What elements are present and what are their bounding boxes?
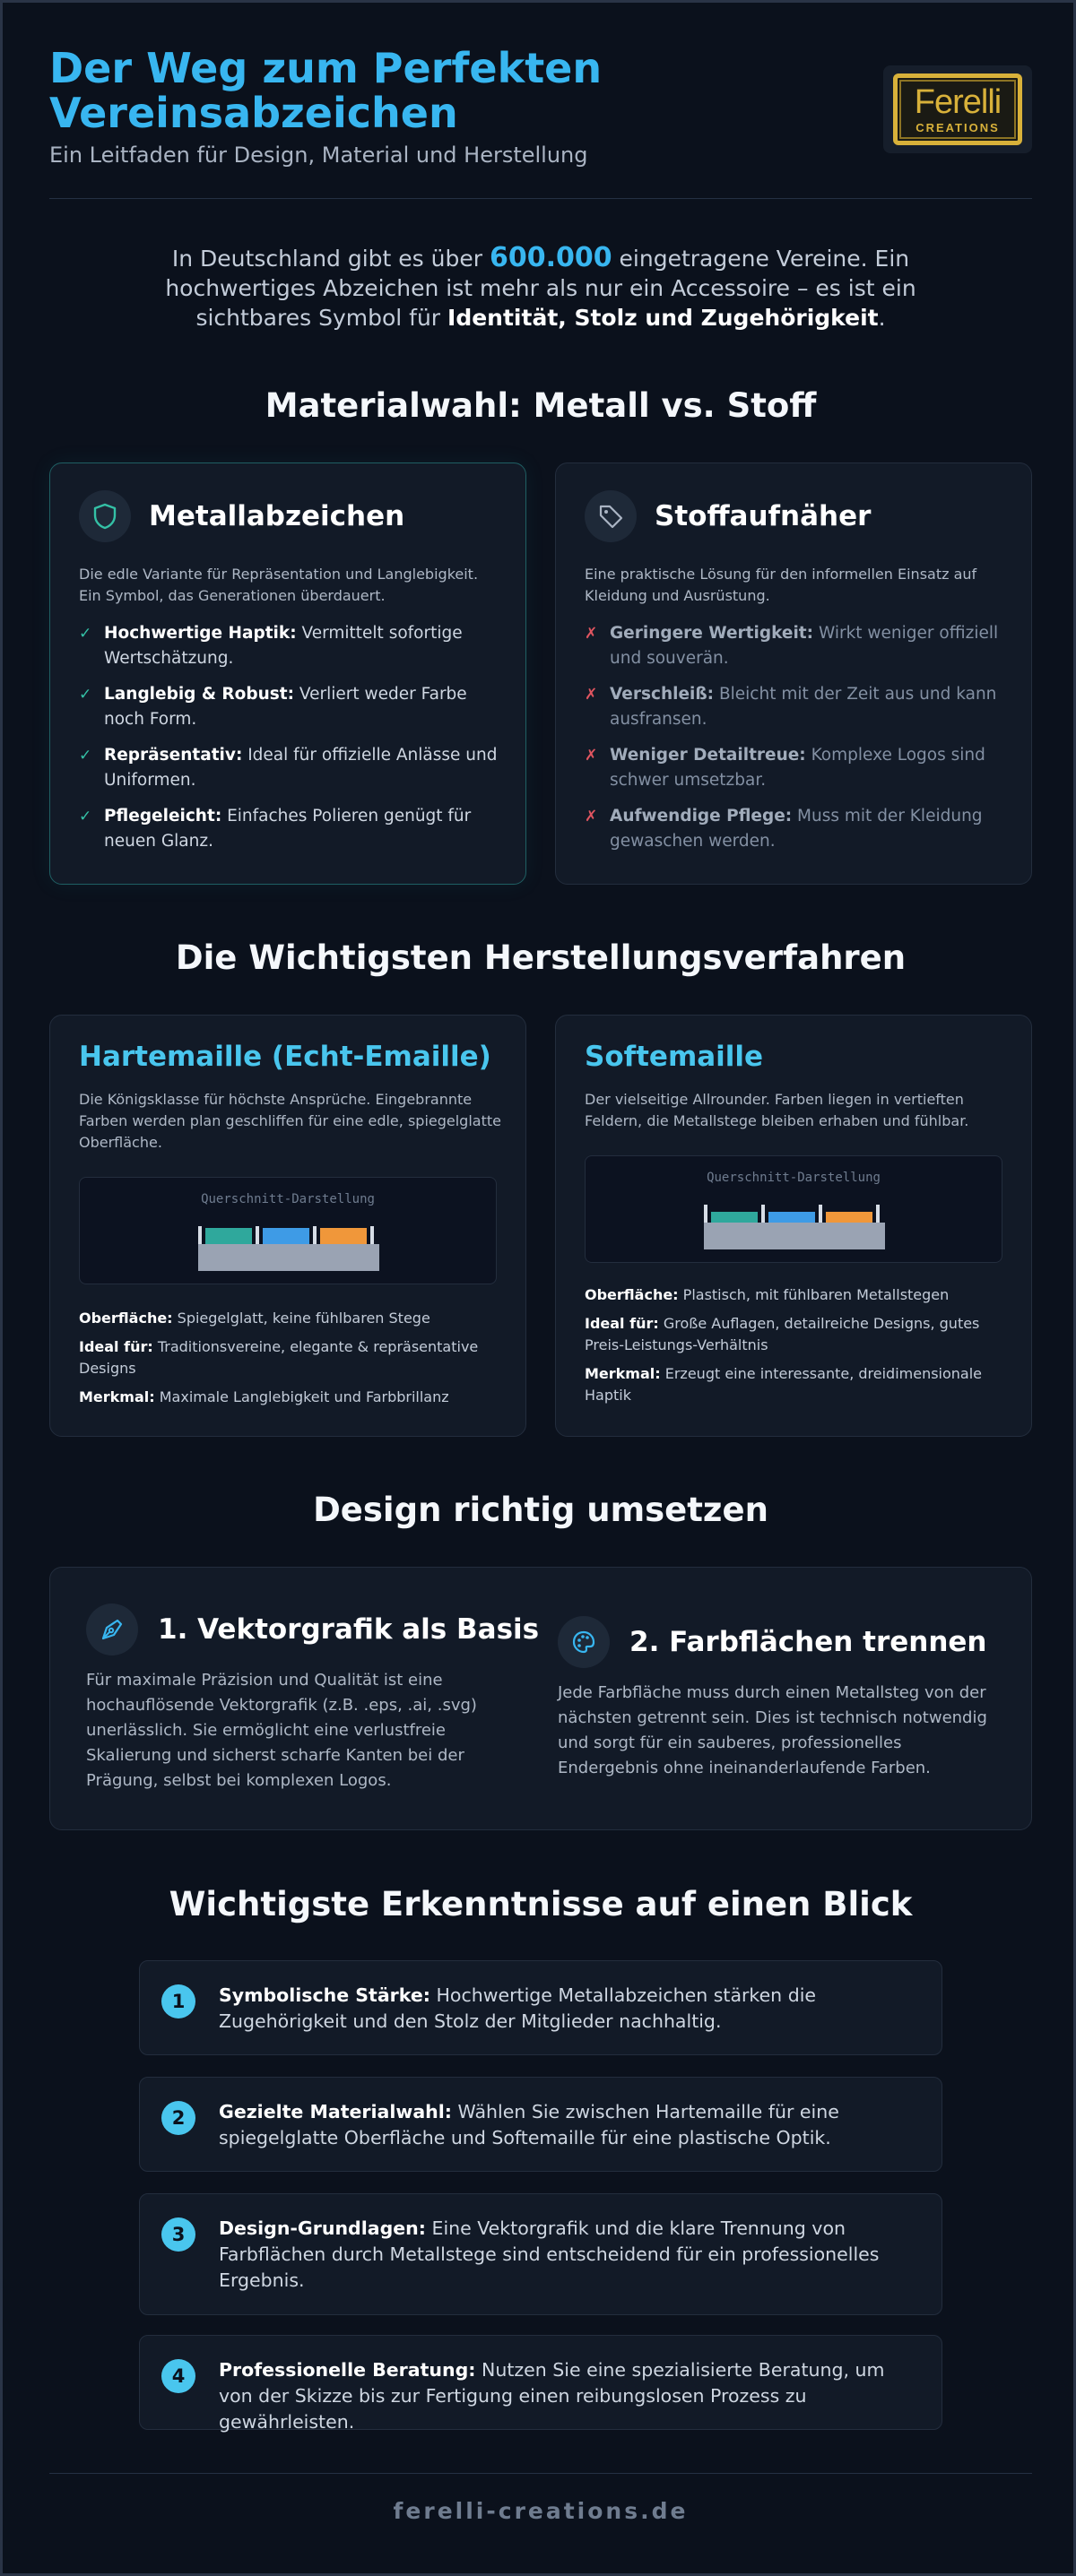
fact-label: Oberfläche: (585, 1286, 679, 1303)
takeaway-text (219, 2357, 918, 2435)
fact-item (79, 1336, 509, 1379)
fact-text: Spiegelglatt, keine fühlbaren Stege (172, 1310, 430, 1327)
fact-label: Merkmal: (585, 1365, 661, 1382)
vector-title: 1. Vektorgrafik als Basis (158, 1613, 540, 1646)
metal-pros-list (79, 621, 509, 865)
list-item (585, 621, 1015, 671)
takeaway-body: Wählen Sie zwischen Hartemaille für eine spiegelglatte Oberfläche und Softemaille für eine plastische Optik. (219, 2101, 839, 2148)
page-title: Der Weg zum Perfekten Vereinsabzeichen (49, 44, 603, 137)
design-card (49, 1567, 1032, 1830)
colors-text: Jede Farbfläche muss durch einen Metallsteg von der nächsten getrennt sein. Dies ist technisch notwendig und sorgt für ein sauberes, professionelles Endergebnis ohne ineinanderlaufende Farben. (558, 1683, 987, 1777)
cross-icon: ✗ (585, 808, 598, 826)
soft-enamel-description: Der vielseitige Allrounder. Farben liegen in vertieften Feldern, die Metallstege bleiben erhaben und fühlbar. (585, 1091, 969, 1129)
hard-enamel-facts (79, 1308, 509, 1415)
number-badge: 2 (161, 2101, 195, 2135)
palette-icon (558, 1616, 610, 1668)
soft-enamel-cross-section (585, 1155, 1002, 1263)
soft-enamel-title: Softemaille (585, 1041, 764, 1073)
fabric-card-header (585, 490, 871, 542)
fact-item (585, 1284, 1015, 1306)
section-title-takeaways: Wichtigste Erkenntnisse auf einen Blick (169, 1885, 913, 1923)
item-text: Muss mit der Kleidung gewaschen werden. (610, 807, 983, 851)
cross-icon: ✗ (585, 625, 598, 643)
metal-card-title: Metallabzeichen (149, 500, 405, 532)
section-title-materials: Materialwahl: Metall vs. Stoff (265, 386, 817, 425)
brand-logo[interactable] (883, 65, 1032, 153)
takeaway-text (219, 2099, 918, 2151)
intro-part2: eingetragene Vereine. Ein hochwertiges Abzeichen ist mehr als nur ein Accessoire – es ist ein sichtbares Symbol für (165, 246, 916, 331)
colors-header (558, 1616, 987, 1668)
page-subtitle: Ein Leitfaden für Design, Material und Herstellung (49, 143, 588, 168)
fact-item (79, 1308, 509, 1329)
takeaway-text (219, 2216, 918, 2294)
pen-tool-icon (86, 1604, 138, 1655)
takeaway-label: Symbolische Stärke: (219, 1984, 430, 2006)
logo-frame (893, 73, 1022, 145)
fact-label: Ideal für: (585, 1315, 659, 1332)
item-text: Verliert weder Farbe noch Form. (104, 685, 467, 729)
takeaway-label: Professionelle Beratung: (219, 2359, 476, 2381)
fabric-card-description: Eine praktische Lösung für den informellen Einsatz auf Kleidung und Ausrüstung. (585, 566, 977, 604)
number-badge: 4 (161, 2359, 195, 2393)
tag-icon (585, 490, 637, 542)
takeaway-body: Eine Vektorgrafik und die klare Trennung von Farbflächen durch Metallstege sind entscheidend für ein professionelles Ergebnis. (219, 2217, 880, 2291)
section-title-design: Design richtig umsetzen (313, 1491, 768, 1529)
fact-text: Plastisch, mit fühlbaren Metallstegen (678, 1286, 950, 1303)
hard-enamel-title: Hartemaille (Echt-Emaille) (79, 1041, 491, 1073)
check-icon: ✓ (79, 625, 92, 643)
takeaway-item (139, 1960, 942, 2055)
colors-title: 2. Farbflächen trennen (629, 1626, 987, 1658)
item-label: Weniger Detailtreue: (610, 746, 806, 765)
item-label: Langlebig & Robust: (104, 685, 295, 704)
fact-label: Ideal für: (79, 1338, 153, 1355)
list-item (585, 743, 1015, 793)
takeaway-label: Gezielte Materialwahl: (219, 2101, 452, 2122)
soft-enamel-facts (585, 1284, 1015, 1413)
intro-part3: . (878, 305, 886, 331)
check-icon: ✓ (79, 808, 92, 826)
fabric-patch-card (555, 462, 1032, 885)
takeaway-text (219, 1983, 918, 2035)
item-label: Repräsentativ: (104, 746, 243, 765)
fact-text: Maximale Langlebigkeit und Farbbrillanz (154, 1388, 449, 1405)
section-title-processes: Die Wichtigsten Herstellungsverfahren (175, 938, 907, 977)
number-badge: 3 (161, 2217, 195, 2252)
logo-subtitle: CREATIONS (915, 120, 1000, 134)
cross-icon: ✗ (585, 686, 598, 704)
item-label: Aufwendige Pflege: (610, 807, 793, 826)
header-divider (49, 198, 1032, 199)
item-text: Vermittelt sofortige Wertschätzung. (104, 624, 463, 668)
list-item (585, 682, 1015, 732)
list-item (79, 804, 509, 854)
takeaway-item (139, 2335, 942, 2433)
fabric-card-title: Stoffaufnäher (655, 500, 872, 532)
fabric-cons-list (585, 621, 1015, 865)
cross-icon: ✗ (585, 747, 598, 765)
footer-divider (49, 2473, 1032, 2474)
hard-enamel-description: Die Königsklasse für höchste Ansprüche. Eingebrannte Farben werden plan geschliffen für eine edle, spiegelglatte Oberfläche. (79, 1091, 501, 1151)
list-item (79, 621, 509, 671)
fact-text: Erzeugt eine interessante, dreidimensionale Haptik (585, 1365, 983, 1404)
intro-highlight-number: 600.000 (489, 242, 612, 273)
vector-text: Für maximale Präzision und Qualität ist eine hochauflösende Vektorgrafik (z.B. .eps, .ai, .svg) unerlässlich. Sie ermöglicht eine verlustfreie Skalierung und sicherst scharfe Kanten bei der Prägung, selbst bei komplexen Logos. (86, 1671, 477, 1790)
cross-section-graphic (80, 1178, 498, 1285)
item-label: Hochwertige Haptik: (104, 624, 297, 643)
fact-text: Traditionsvereine, elegante & repräsentative Designs (79, 1338, 479, 1377)
logo-name: Ferelli (914, 82, 1002, 121)
takeaway-body: Hochwertige Metallabzeichen stärken die Zugehörigkeit und den Stolz der Mitglieder nachhaltig. (219, 1984, 817, 2032)
metal-card-header (79, 490, 404, 542)
takeaway-body: Nutzen Sie eine spezialisierte Beratung, um von der Skizze bis zur Fertigung einen reibungslosen Prozess zu gewährleisten. (219, 2359, 885, 2433)
diagram-label: Querschnitt-Darstellung (201, 1192, 375, 1206)
intro-part1: In Deutschland gibt es über (171, 246, 490, 272)
hard-enamel-card (49, 1015, 526, 1437)
vector-header (86, 1604, 539, 1655)
metal-card-description: Die edle Variante für Repräsentation und Langlebigkeit. Ein Symbol, das Generationen überdauert. (79, 566, 479, 604)
fact-text: Große Auflagen, detailreiche Designs, gutes Preis-Leistungs-Verhältnis (585, 1315, 980, 1353)
takeaway-label: Design-Grundlagen: (219, 2217, 426, 2239)
hard-enamel-cross-section (79, 1177, 497, 1284)
item-text: Komplexe Logos sind schwer umsetzbar. (610, 746, 985, 790)
fact-item (79, 1387, 509, 1408)
item-text: Ideal für offizielle Anlässe und Uniformen. (104, 746, 498, 790)
fact-label: Merkmal: (79, 1388, 155, 1405)
item-label: Verschleiß: (610, 685, 715, 704)
diagram-label: Querschnitt-Darstellung (707, 1171, 881, 1185)
list-item (585, 804, 1015, 854)
item-text: Einfaches Polieren genügt für neuen Glanz. (104, 807, 472, 851)
cross-section-graphic (586, 1156, 1003, 1264)
intro-text (137, 243, 944, 333)
list-item (79, 682, 509, 732)
item-text: Wirkt weniger offiziell und souverän. (610, 624, 999, 668)
metal-badge-card (49, 462, 526, 885)
number-badge: 1 (161, 1984, 195, 2018)
item-label: Pflegeleicht: (104, 807, 222, 826)
list-item (79, 743, 509, 793)
fact-item (585, 1313, 1015, 1356)
fact-item (585, 1363, 1015, 1406)
fact-label: Oberfläche: (79, 1310, 173, 1327)
takeaway-item (139, 2077, 942, 2172)
check-icon: ✓ (79, 686, 92, 704)
item-label: Geringere Wertigkeit: (610, 624, 814, 643)
takeaway-item (139, 2193, 942, 2315)
footer-website-link[interactable]: ferelli-creations.de (393, 2498, 689, 2524)
check-icon: ✓ (79, 747, 92, 765)
shield-icon (79, 490, 131, 542)
item-text: Bleicht mit der Zeit aus und kann ausfransen. (610, 685, 997, 729)
soft-enamel-card (555, 1015, 1032, 1437)
intro-strong: Identität, Stolz und Zugehörigkeit (447, 305, 879, 331)
